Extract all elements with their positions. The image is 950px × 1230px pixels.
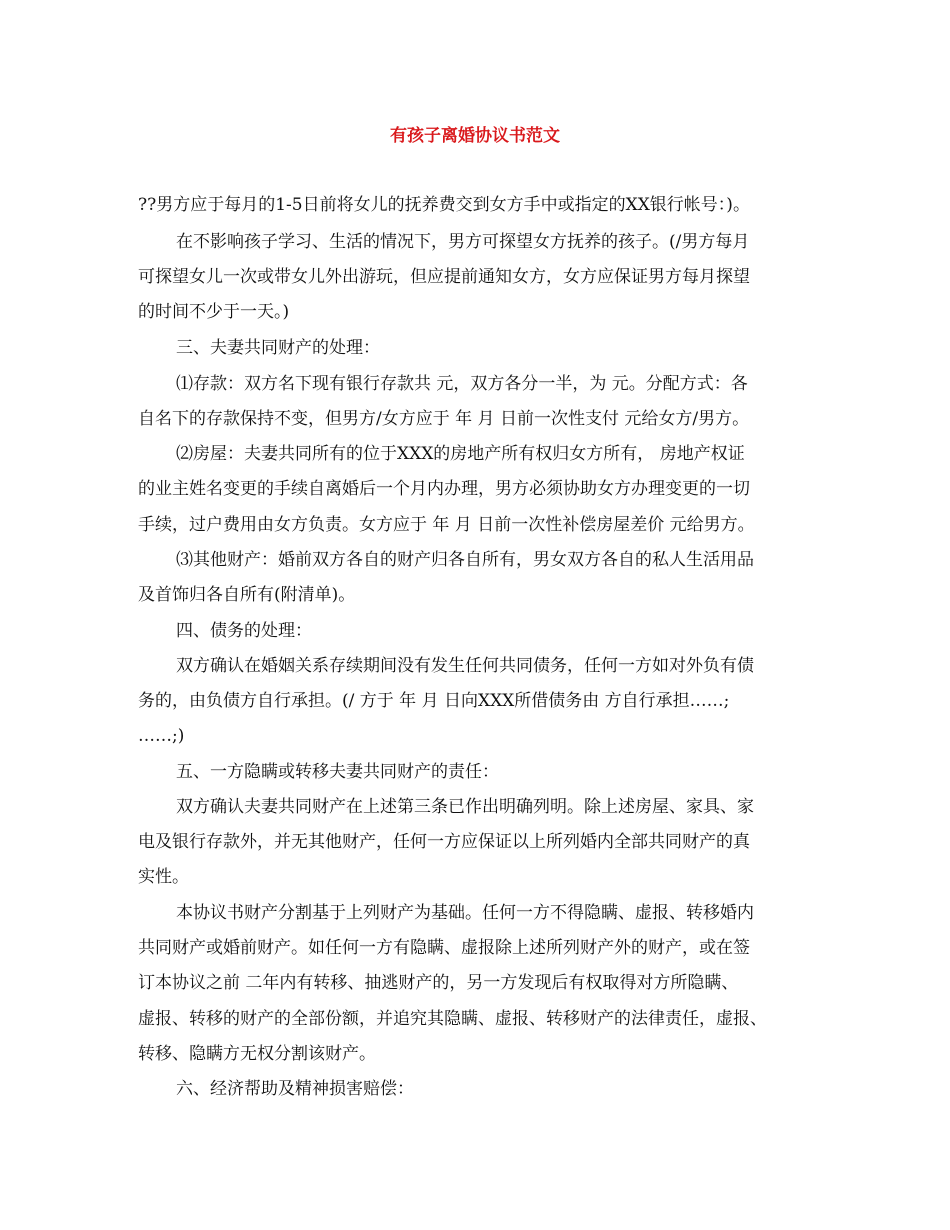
body-line: 及首饰归各自所有(附清单)。: [138, 585, 356, 605]
body-line: ??男方应于每月的1-5日前将女儿的抚养费交到女方手中或指定的XX银行帐号：)。: [138, 195, 750, 215]
body-line: 自名下的存款保持不变，但男方/女方应于 年 月 日前一次性支付 元给女方/男方。: [138, 409, 750, 429]
body-line: 双方确认夫妻共同财产在上述第三条已作出明确列明。除上述房屋、家具、家: [176, 797, 754, 817]
body-line: 可探望女儿一次或带女儿外出游玩，但应提前通知女方，女方应保证男方每月探望: [138, 267, 750, 287]
body-line: 在不影响孩子学习、生活的情况下，男方可探望女方抚养的孩子。(/男方每月: [176, 232, 750, 252]
section-heading: 三、夫妻共同财产的处理：: [176, 338, 380, 358]
body-line: 手续，过户费用由女方负责。女方应于 年 月 日前一次性补偿房屋差价 元给男方。: [138, 515, 755, 535]
body-line: 的时间不少于一天。): [138, 302, 290, 322]
body-line: 转移、隐瞒方无权分割该财产。: [138, 1044, 376, 1064]
body-line: 虚报、转移的财产的全部份额，并追究其隐瞒、虚报、转移财产的法律责任，虚报、: [138, 1009, 767, 1029]
document-title: 有孩子离婚协议书范文: [390, 126, 560, 146]
section-heading: 六、经济帮助及精神损害赔偿：: [176, 1079, 414, 1099]
body-line: 务的，由负债方自行承担。(/ 方于 年 月 日向XXX所借债务由 方自行承担……;: [138, 691, 730, 711]
body-line: 的业主姓名变更的手续自离婚后一个月内办理，男方必须协助女方办理变更的一切: [138, 479, 750, 499]
section-heading: 四、债务的处理：: [176, 621, 312, 641]
body-line: 电及银行存款外，并无其他财产，任何一方应保证以上所列婚内全部共同财产的真: [138, 832, 750, 852]
body-line: ⑵房屋：夫妻共同所有的位于XXX的房地产所有权归女方所有， 房地产权证: [176, 444, 745, 464]
body-line: 订本协议之前 二年内有转移、抽逃财产的，另一方发现后有权取得对方所隐瞒、: [138, 973, 739, 993]
body-line: 双方确认在婚姻关系存续期间没有发生任何共同债务，任何一方如对外负有债: [176, 656, 754, 676]
section-heading: 五、一方隐瞒或转移夫妻共同财产的责任：: [176, 762, 499, 782]
body-line: ⑴存款：双方名下现有银行存款共 元，双方各分一半，为 元。分配方式：各: [176, 374, 748, 394]
body-line: 共同财产或婚前财产。如任何一方有隐瞒、虚报除上述所列财产外的财产，或在签: [138, 938, 750, 958]
body-line: ⑶其他财产：婚前双方各自的财产归各自所有，男女双方各自的私人生活用品: [176, 550, 754, 570]
body-line: 本协议书财产分割基于上列财产为基础。任何一方不得隐瞒、虚报、转移婚内: [176, 903, 754, 923]
body-line: ……;): [138, 726, 185, 746]
body-line: 实性。: [138, 867, 189, 887]
